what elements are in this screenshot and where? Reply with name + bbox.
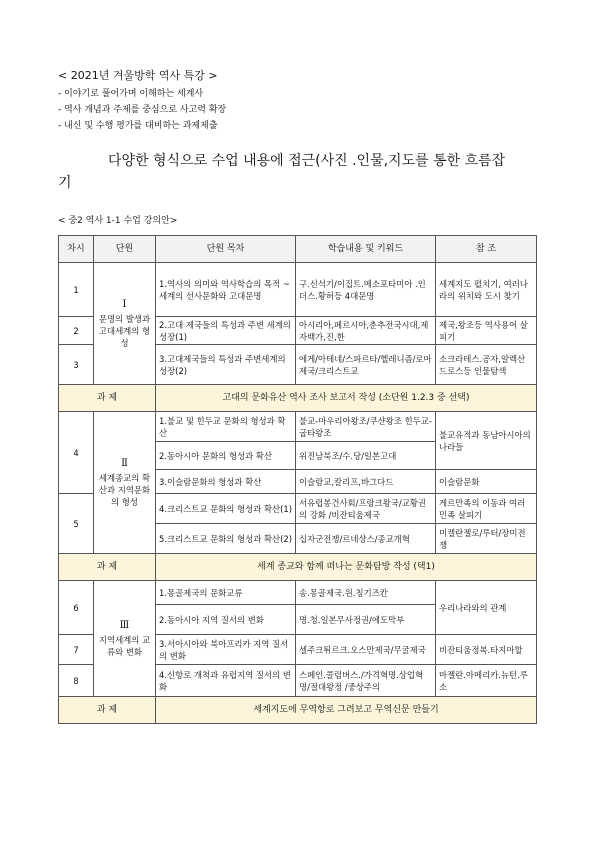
reference-cell: 미켈란젤로/루터/장미전쟁 bbox=[436, 524, 537, 554]
reference-cell: 불교유적과 동남아시아의 나라들 bbox=[436, 412, 537, 470]
unit-name: 세계종교의 확산과 지역문화의 형성 bbox=[98, 472, 151, 507]
table-caption: < 중2 역사 1-1 수업 강의안> bbox=[58, 216, 178, 226]
header-keywords: 학습내용 및 키워드 bbox=[296, 236, 436, 263]
task-content: 고대의 문화유산 역사 조사 보고서 작성 (소단원 1.2.3 중 선택) bbox=[156, 385, 537, 412]
unit-name: 문명의 발생과 고대세계의 형성 bbox=[98, 313, 151, 348]
table-row bbox=[59, 412, 537, 442]
session-cell: 4 bbox=[59, 412, 94, 494]
header-reference: 참 조 bbox=[436, 236, 537, 263]
table-header-row bbox=[59, 236, 537, 263]
table-row bbox=[59, 581, 537, 605]
unit-cell bbox=[94, 581, 156, 697]
keywords-cell: 송.몽골제국.원.칭기즈칸 bbox=[296, 581, 436, 605]
header-unit: 단원 bbox=[94, 236, 156, 263]
header-topic: 단원 목차 bbox=[156, 236, 296, 263]
reference-cell: 마젤란.아메리카.뉴턴.루소 bbox=[436, 665, 537, 697]
unit-cell bbox=[94, 263, 156, 385]
reference-cell: 제국,왕조등 역사용어 살피기 bbox=[436, 317, 537, 345]
keywords-cell: 구.신석기/이집트.메소포타미아 .인더스.황허등 4대문명 bbox=[296, 263, 436, 317]
session-cell: 3 bbox=[59, 345, 94, 385]
reference-cell: 게르만족의 이동과 여러민족 살피기 bbox=[436, 494, 537, 524]
topic-cell: 5.크리스트교 문화의 형성과 확산(2) bbox=[156, 524, 296, 554]
topic-cell: 3.서아시아와 북아프리카 지역 질서의 변화 bbox=[156, 635, 296, 665]
session-cell: 2 bbox=[59, 317, 94, 345]
table-row bbox=[59, 263, 537, 317]
keywords-cell: 위진남북조/수.당/일본고대 bbox=[296, 442, 436, 470]
task-row bbox=[59, 697, 537, 724]
topic-cell: 2.고대 제국들의 특성과 주변 세계의 성장(1) bbox=[156, 317, 296, 345]
reference-cell: 이슬람문화 bbox=[436, 470, 537, 494]
task-label: 과 제 bbox=[59, 554, 156, 581]
topic-cell: 1.몽골제국의 문화교류 bbox=[156, 581, 296, 605]
topic-cell: 4.신항로 개척과 유럽지역 질서의 변화 bbox=[156, 665, 296, 697]
keywords-cell: 명.청.일본무사정권/에도막부 bbox=[296, 605, 436, 635]
task-label: 과 제 bbox=[59, 385, 156, 412]
keywords-cell: 스페인.콜럼버스./가격혁명.상업혁명/절대왕정 /중상주의 bbox=[296, 665, 436, 697]
topic-cell: 2.동아시아 문화의 형성과 확산 bbox=[156, 442, 296, 470]
course-title: < 2021년 겨울방학 역사 특강 > bbox=[58, 69, 218, 82]
session-cell: 5 bbox=[59, 494, 94, 554]
course-header bbox=[58, 68, 226, 134]
keywords-cell: 에게/아테네/스파르타/헬레니즘/로마제국/크리스트교 bbox=[296, 345, 436, 385]
task-row bbox=[59, 554, 537, 581]
unit-number: Ⅲ bbox=[119, 619, 130, 631]
task-row bbox=[59, 385, 537, 412]
topic-cell: 3.고대제국들의 특성과 주변세계의 성장(2) bbox=[156, 345, 296, 385]
session-cell: 7 bbox=[59, 635, 94, 665]
session-cell: 6 bbox=[59, 581, 94, 635]
lead-line: 기 bbox=[58, 175, 72, 191]
task-label: 과 제 bbox=[59, 697, 156, 724]
keywords-cell: 십자군전쟁/르네상스/종교개혁 bbox=[296, 524, 436, 554]
keywords-cell: 서유럽봉건사회/프랑크왕국/교황권의 강화 /비잔티움제국 bbox=[296, 494, 436, 524]
header-session: 차시 bbox=[59, 236, 94, 263]
reference-cell: 비잔티움정복.타지마할 bbox=[436, 635, 537, 665]
task-content: 세계 종교와 함께 떠나는 문화탐방 작성 (택1) bbox=[156, 554, 537, 581]
keywords-cell: 이슬람교,칼리프,바그다드 bbox=[296, 470, 436, 494]
reference-cell: 소크라테스.공자,알렉산드로스등 인물탐색 bbox=[436, 345, 537, 385]
topic-cell: 2.동아시아 지역 질서의 변화 bbox=[156, 605, 296, 635]
course-bullet: - 내신 및 수행 평가를 대비하는 과제제출 bbox=[58, 121, 218, 131]
reference-cell: 세계지도 펼치기, 여러나라의 위치와 도시 찾기 bbox=[436, 263, 537, 317]
keywords-cell: 불교-마우리아왕조/쿠샨왕조 힌두교-굽타왕조 bbox=[296, 412, 436, 442]
keywords-cell: 셀주크튀르크.오스만제국/무굴제국 bbox=[296, 635, 436, 665]
topic-cell: 4.크리스트교 문화의 형성과 확산(1) bbox=[156, 494, 296, 524]
unit-number: Ⅰ bbox=[122, 298, 127, 310]
lead-statement bbox=[58, 150, 568, 194]
session-cell: 1 bbox=[59, 263, 94, 317]
unit-cell bbox=[94, 412, 156, 554]
session-cell: 8 bbox=[59, 665, 94, 697]
topic-cell: 1.역사의 의미와 역사학습의 목적 ~ 세계의 선사문화와 고대문명 bbox=[156, 263, 296, 317]
lesson-plan-table bbox=[58, 235, 537, 724]
unit-number: Ⅱ bbox=[121, 457, 128, 469]
topic-cell: 1.불교 및 힌두교 문화의 형성과 확산 bbox=[156, 412, 296, 442]
unit-name: 지역세계의 교류와 변화 bbox=[98, 634, 151, 657]
lead-line: 다양한 형식으로 수업 내용에 접근(사진 .인물,지도를 통한 흐름잡 bbox=[108, 153, 506, 169]
task-content: 세계지도에 무역항로 그려보고 무역신문 만들기 bbox=[156, 697, 537, 724]
reference-cell: 우리나라와의 관계 bbox=[436, 581, 537, 635]
course-bullet: - 역사 개념과 주제를 중심으로 사고력 확장 bbox=[58, 105, 227, 115]
keywords-cell: 아시리아,페르시아,춘추전국시대,제자백가,진,한 bbox=[296, 317, 436, 345]
course-bullet: - 이야기로 풀어가며 이해하는 세계사 bbox=[58, 89, 204, 99]
topic-cell: 3.이슬람문화의 형성과 확산 bbox=[156, 470, 296, 494]
